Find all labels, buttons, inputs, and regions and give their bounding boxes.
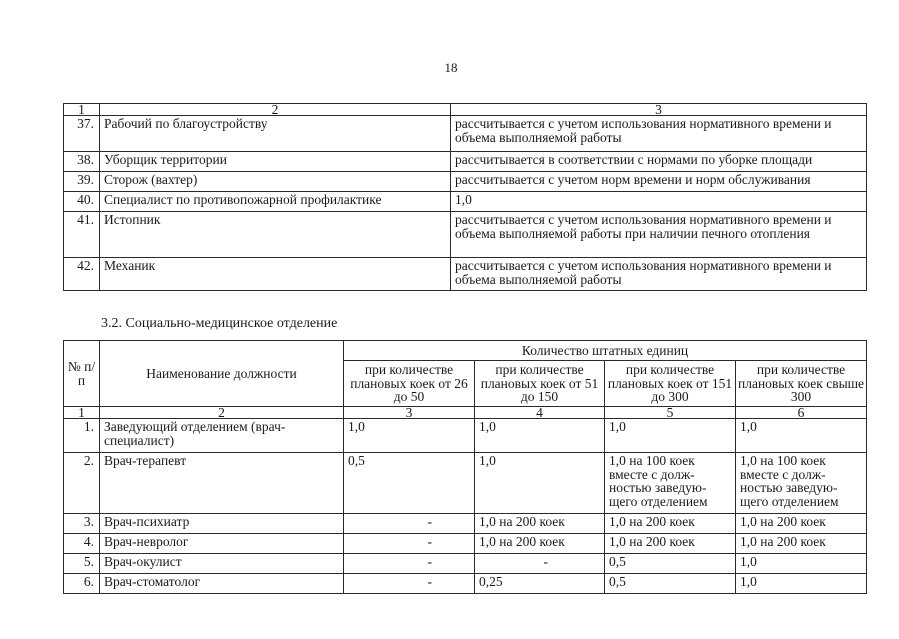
social-medical-staffing-table xyxy=(63,340,867,594)
position-value: 1,0 xyxy=(451,192,867,212)
units-over-300: 1,0 xyxy=(736,574,867,594)
position-name: Врач-окулист xyxy=(100,554,344,574)
position-column-header: Наименование должности xyxy=(100,341,344,407)
units-51-150: 1,0 xyxy=(475,419,605,453)
table-row xyxy=(64,152,867,172)
units-over-300: 1,0 на 100 коек вместе с долж-ностью заведую-щего отделением xyxy=(736,453,867,514)
index-cell: 1 xyxy=(64,407,100,419)
table-row xyxy=(64,514,867,534)
index-cell: 3 xyxy=(344,407,475,419)
position-name: Истопник xyxy=(100,212,451,258)
position-name: Врач-терапевт xyxy=(100,453,344,514)
units-26-50: - xyxy=(344,554,475,574)
table-row xyxy=(64,172,867,192)
units-51-150: - xyxy=(475,554,605,574)
position-name: Врач-психиатр xyxy=(100,514,344,534)
row-number: 42. xyxy=(64,258,100,291)
units-51-150: 1,0 на 200 коек xyxy=(475,534,605,554)
row-number: 37. xyxy=(64,116,100,152)
table-row xyxy=(64,192,867,212)
row-number: 39. xyxy=(64,172,100,192)
page-number: 18 xyxy=(444,60,458,75)
table-row xyxy=(64,554,867,574)
units-over-300: 1,0 на 200 коек xyxy=(736,534,867,554)
row-number: 3. xyxy=(64,514,100,534)
table-row xyxy=(64,212,867,258)
staffing-table-continued xyxy=(63,103,867,291)
index-cell: 5 xyxy=(605,407,736,419)
row-number: 6. xyxy=(64,574,100,594)
position-name: Заведующий отделением (врач-специалист) xyxy=(100,419,344,453)
column-index-row xyxy=(64,407,867,419)
position-value: рассчитывается с учетом норм времени и норм обслуживания xyxy=(451,172,867,192)
header-cell: 1 xyxy=(64,104,100,116)
row-number: 2. xyxy=(64,453,100,514)
units-151-300: 1,0 на 200 коек xyxy=(605,534,736,554)
position-name: Специалист по противопожарной профилактике xyxy=(100,192,451,212)
units-26-50: - xyxy=(344,534,475,554)
row-number: 41. xyxy=(64,212,100,258)
table-row xyxy=(64,453,867,514)
row-number: 38. xyxy=(64,152,100,172)
group-header-row xyxy=(64,341,867,361)
units-51-150: 0,25 xyxy=(475,574,605,594)
index-cell: 6 xyxy=(736,407,867,419)
number-column-header: № п/п xyxy=(64,341,100,407)
position-value: рассчитывается с учетом использования нормативного времени и объема выполняемой работы xyxy=(451,258,867,291)
position-name: Сторож (вахтер) xyxy=(100,172,451,192)
position-name: Врач-невролог xyxy=(100,534,344,554)
position-value: рассчитывается в соответствии с нормами по уборке площади xyxy=(451,152,867,172)
beds-over-300-header: при количестве плановых коек свыше 300 xyxy=(736,361,867,407)
index-cell: 2 xyxy=(100,407,344,419)
units-51-150: 1,0 xyxy=(475,453,605,514)
beds-51-150-header: при количестве плановых коек от 51 до 150 xyxy=(475,361,605,407)
table-row xyxy=(64,419,867,453)
row-number: 4. xyxy=(64,534,100,554)
position-name: Врач-стоматолог xyxy=(100,574,344,594)
row-number: 5. xyxy=(64,554,100,574)
units-51-150: 1,0 на 200 коек xyxy=(475,514,605,534)
units-over-300: 1,0 xyxy=(736,554,867,574)
units-26-50: 0,5 xyxy=(344,453,475,514)
row-number: 1. xyxy=(64,419,100,453)
units-26-50: - xyxy=(344,574,475,594)
units-over-300: 1,0 на 200 коек xyxy=(736,514,867,534)
index-cell: 4 xyxy=(475,407,605,419)
section-title: 3.2. Социально-медицинское отделение xyxy=(101,316,338,331)
column-index-row xyxy=(64,104,867,116)
table-row xyxy=(64,116,867,152)
units-26-50: 1,0 xyxy=(344,419,475,453)
table-row xyxy=(64,258,867,291)
table-row xyxy=(64,534,867,554)
beds-151-300-header: при количестве плановых коек от 151 до 300 xyxy=(605,361,736,407)
table-row xyxy=(64,574,867,594)
position-value: рассчитывается с учетом использования нормативного времени и объема выполняемой работы xyxy=(451,116,867,152)
position-name: Уборщик территории xyxy=(100,152,451,172)
units-26-50: - xyxy=(344,514,475,534)
units-151-300: 1,0 xyxy=(605,419,736,453)
units-151-300: 0,5 xyxy=(605,554,736,574)
header-cell: 3 xyxy=(451,104,867,116)
units-over-300: 1,0 xyxy=(736,419,867,453)
units-151-300: 0,5 xyxy=(605,574,736,594)
units-151-300: 1,0 на 200 коек xyxy=(605,514,736,534)
units-group-header: Количество штатных единиц xyxy=(344,341,867,361)
position-value: рассчитывается с учетом использования нормативного времени и объема выполняемой работы при наличии печного отопления xyxy=(451,212,867,258)
row-number: 40. xyxy=(64,192,100,212)
position-name: Рабочий по благоустройству xyxy=(100,116,451,152)
header-cell: 2 xyxy=(100,104,451,116)
position-name: Механик xyxy=(100,258,451,291)
units-151-300: 1,0 на 100 коек вместе с долж-ностью заведую-щего отделением xyxy=(605,453,736,514)
beds-26-50-header: при количестве плановых коек от 26 до 50 xyxy=(344,361,475,407)
